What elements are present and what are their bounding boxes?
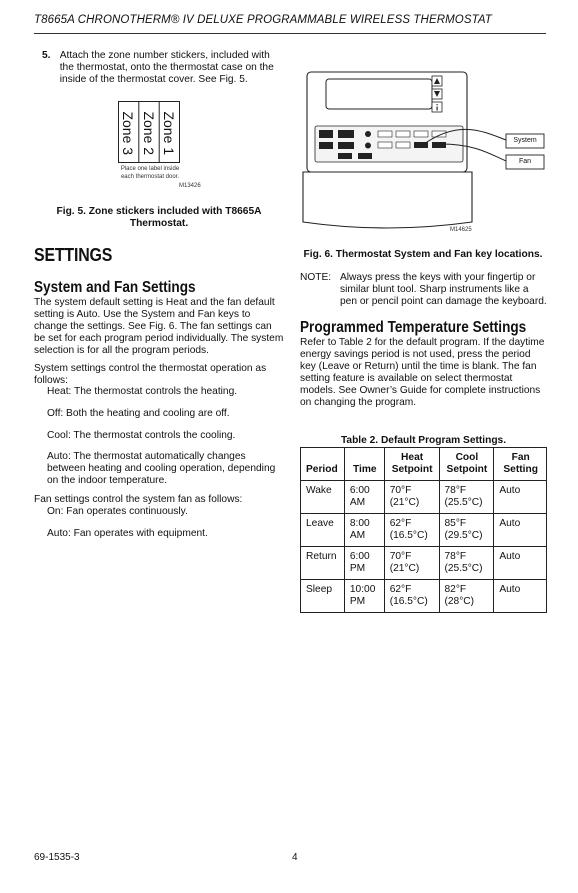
note xyxy=(300,272,548,308)
table-cell: Return xyxy=(301,547,345,580)
sub-heading: System and Fan Settings xyxy=(34,279,196,296)
table-cell: 8:00 AM xyxy=(344,514,384,547)
fig6-caption: Fig. 6. Thermostat System and Fan key locations. xyxy=(303,249,543,260)
table-row xyxy=(301,514,547,547)
table-cell: 70°F (21°C) xyxy=(384,481,439,514)
zone-sticker-2 xyxy=(138,107,160,159)
table-cell: 6:00 AM xyxy=(344,481,384,514)
step-text: Attach the zone number stickers, included with the thermostat, onto the thermostat case on the inside of the thermostat cover. See Fig. 5. xyxy=(59,50,274,86)
system-auto: Auto: The thermostat automatically changes between heating and cooling operation, depending on the indoor temperature. xyxy=(47,451,276,487)
table-cell: 78°F (25.5°C) xyxy=(439,481,494,514)
table-cell: Auto xyxy=(494,514,547,547)
note-text: Always press the keys with your fingertip or similar blunt tool. Sharp instruments like a pen or pencil point can damage the keyboard. xyxy=(340,272,547,308)
table-cell: 6:00 PM xyxy=(344,547,384,580)
zone-sticker-1 xyxy=(158,107,180,159)
zone-sticker-label: Zone 2 xyxy=(141,111,158,155)
table-cell: Leave xyxy=(301,514,345,547)
table2-caption: Table 2. Default Program Settings. xyxy=(340,435,507,446)
fan-auto: Auto: Fan operates with equipment. xyxy=(47,528,208,539)
table-cell: 62°F (16.5°C) xyxy=(384,514,439,547)
table-cell: Auto xyxy=(494,481,547,514)
fig5-note-line: Place one label inside xyxy=(120,166,180,172)
fan-on: On: Fan operates continuously. xyxy=(47,506,188,517)
column-header: Fan Setting xyxy=(494,448,547,481)
section-heading: SETTINGS xyxy=(34,244,113,265)
fig5-note xyxy=(108,166,192,181)
fig5-caption-line: Fig. 5. Zone stickers included with T8665A xyxy=(56,206,262,217)
programmed-heading: Programmed Temperature Settings xyxy=(300,319,527,336)
table-cell: 10:00 PM xyxy=(344,580,384,613)
fig5-caption-line: Thermostat. xyxy=(129,218,189,230)
table-row xyxy=(301,481,547,514)
table-header-row xyxy=(301,448,547,481)
zone-sticker-label: Zone 1 xyxy=(161,111,178,155)
fig5-note-line: each thermostat door. xyxy=(120,173,180,180)
column-header: Cool Setpoint xyxy=(439,448,494,481)
table-cell: Sleep xyxy=(301,580,345,613)
page-number: 4 xyxy=(292,852,298,863)
column-header: Time xyxy=(344,448,384,481)
table-cell: 70°F (21°C) xyxy=(384,547,439,580)
column-header: Heat Setpoint xyxy=(384,448,439,481)
fan-callout-label: Fan xyxy=(518,157,532,165)
note-label: NOTE: xyxy=(300,272,332,283)
table-cell: 62°F (16.5°C) xyxy=(384,580,439,613)
table-row xyxy=(301,547,547,580)
table-cell: Auto xyxy=(494,580,547,613)
column-header: Period xyxy=(301,448,345,481)
table-cell: 82°F (28°C) xyxy=(439,580,494,613)
system-heat: Heat: The thermostat controls the heating. xyxy=(47,386,238,397)
fig6-code: M14625 xyxy=(450,227,472,233)
table-cell: 85°F (29.5°C) xyxy=(439,514,494,547)
system-callout-label: System xyxy=(513,136,537,144)
table-cell: 78°F (25.5°C) xyxy=(439,547,494,580)
header-rule xyxy=(34,33,546,34)
table-cell: Wake xyxy=(301,481,345,514)
system-cool: Cool: The thermostat controls the cooling. xyxy=(47,430,236,441)
system-intro: System settings control the thermostat operation as follows: xyxy=(34,363,267,387)
step-5 xyxy=(34,50,284,86)
program-table xyxy=(300,447,547,613)
programmed-text: Refer to Table 2 for the default program. If the daytime energy savings period is not used, press the period key (Leave or Return) until the time is blank. The fan setting feature is available on select thermostat models. See Owner’s Guide for complete instructions on changing the program. xyxy=(300,337,545,409)
step-number: 5. xyxy=(42,50,51,61)
table-row xyxy=(301,580,547,613)
table-cell: Auto xyxy=(494,547,547,580)
fan-intro: Fan settings control the system fan as follows: xyxy=(34,494,243,505)
fig5-caption xyxy=(34,206,284,230)
zone-sticker-label: Zone 3 xyxy=(120,111,137,155)
running-header: T8665A CHRONOTHERM® IV DELUXE PROGRAMMABLE WIRELESS THERMOSTAT xyxy=(34,14,492,26)
doc-number: 69-1535-3 xyxy=(34,852,80,863)
thermostat-illustration xyxy=(300,64,546,240)
fig5-code: M13426 xyxy=(179,183,201,189)
settings-intro: The system default setting is Heat and the fan default setting is Auto. Use the System and Fan keys to change the settings. See Fig. 6. The fan settings can be set for each program period individually. The system selection is for all the program periods. xyxy=(34,297,284,357)
zone-sticker-3 xyxy=(117,107,139,159)
system-off: Off: Both the heating and cooling are off. xyxy=(47,408,230,419)
